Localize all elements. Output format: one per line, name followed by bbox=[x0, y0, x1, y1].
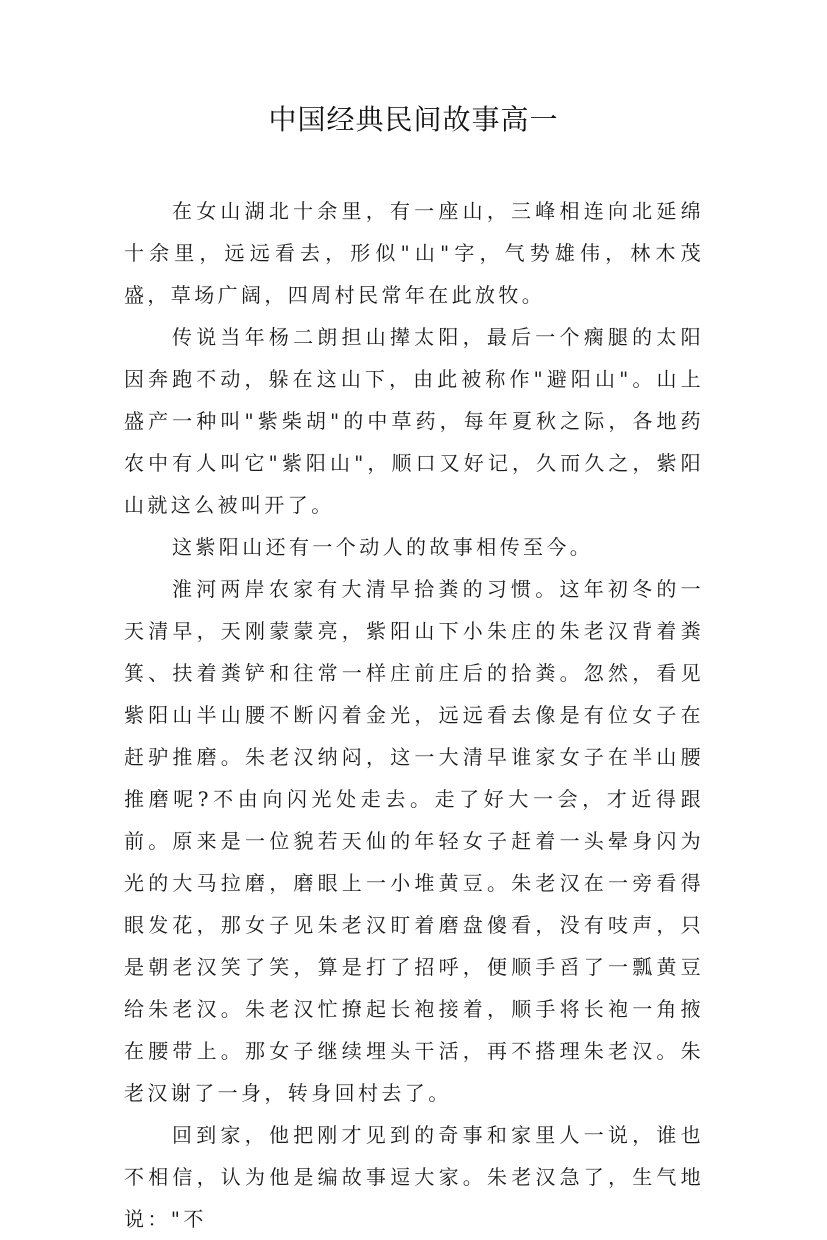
paragraph: 淮河两岸农家有大清早拾粪的习惯。这年初冬的一天清早，天刚蒙蒙亮，紫阳山下小朱庄的朱老汉背着粪箕、扶着粪铲和往常一样庄前庄后的拾粪。忽然，看见紫阳山半山腰不断闪着金光，远远看去像是有位女子在赶驴推磨。朱老汉纳闷，这一大清早谁家女子在半山腰推磨呢?不由向闪光处走去。走了好大一会，才近得跟前。原来是一位貌若天仙的年轻女子赶着一头晕身闪为光的大马拉磨，磨眼上一小堆黄豆。朱老汉在一旁看得眼发花，那女子见朱老汉盯着磨盘傻看，没有吱声，只是朝老汉笑了笑，算是打了招呼，便顺手舀了一瓢黄豆给朱老汉。朱老汉忙撩起长袍接着，顺手将长袍一角掖在腰带上。那女子继续埋头干活，再不搭理朱老汉。朱老汉谢了一身，转身回村去了。 bbox=[124, 577, 704, 1105]
document-title: 中国经典民间故事高一 bbox=[268, 103, 559, 136]
paragraph: 传说当年杨二朗担山撵太阳，最后一个瘸腿的太阳因奔跑不动，躲在这山下，由此被称作"避阳山"。山上盛产一种叫"紫柴胡"的中草药，每年夏秋之际，各地药农中有人叫它"紫阳山"，顺口又好记，久而久之，紫阳山就这么被叫开了。 bbox=[124, 325, 704, 517]
paragraph: 这紫阳山还有一个动人的故事相传至今。 bbox=[172, 535, 594, 559]
paragraph: 在女山湖北十余里，有一座山，三峰相连向北延绵十余里，远远看去，形似"山"字，气势雄伟，林木茂盛，草场广阔，四周村民常年在此放牧。 bbox=[124, 199, 704, 307]
document-body bbox=[124, 190, 704, 1240]
paragraph: 回到家，他把刚才见到的奇事和家里人一说，谁也不相信，认为他是编故事逗大家。朱老汉急了，生气地说："不 bbox=[124, 1123, 704, 1231]
